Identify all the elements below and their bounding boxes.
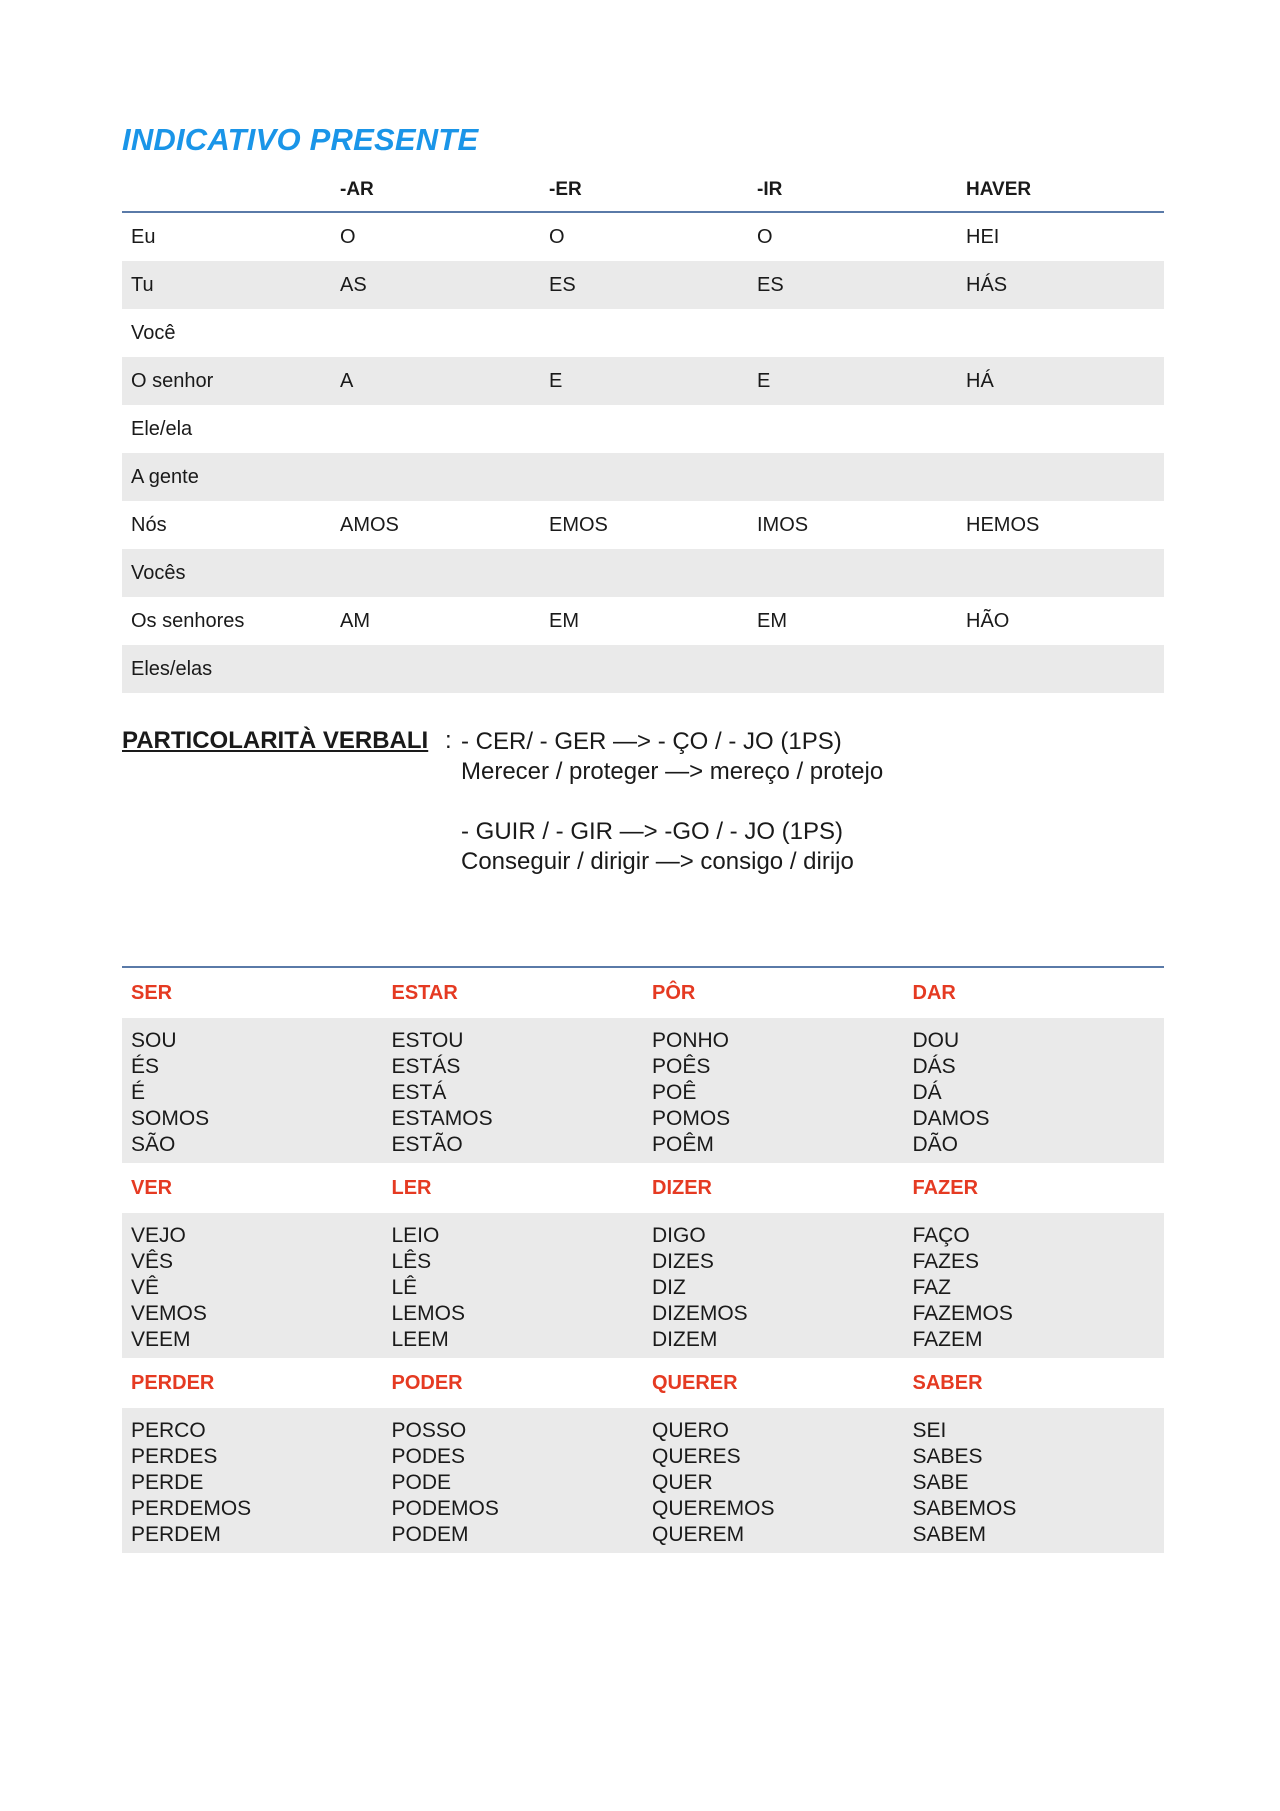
verb-forms-row (122, 1408, 1164, 1553)
conjugated-form: SÃO (131, 1133, 176, 1156)
conjugated-form: VÊS (131, 1250, 174, 1273)
table-row (122, 309, 1164, 357)
conjugated-form: FAÇO (912, 1224, 970, 1247)
conjugated-form: É (131, 1081, 146, 1104)
ending-cell: AMOS (340, 513, 399, 536)
conjugation-list (122, 1418, 383, 1546)
page-title: INDICATIVO PRESENTE (122, 122, 479, 157)
conjugated-form: VEJO (131, 1224, 186, 1247)
verb-name: PERDER (131, 1371, 215, 1394)
ending-cell: EM (757, 609, 787, 632)
verb-name: QUERER (652, 1371, 738, 1394)
verb-name: PODER (391, 1371, 463, 1394)
conjugated-form: ESTÁS (391, 1055, 461, 1078)
conjugated-form: PERDEM (131, 1523, 221, 1546)
conjugated-form: QUERES (652, 1445, 741, 1468)
conjugated-form: QUER (652, 1471, 713, 1494)
verb-name-row (122, 1163, 1164, 1213)
conjugated-form: PERDEMOS (131, 1497, 252, 1520)
conjugated-form: VÊ (131, 1276, 160, 1299)
conjugated-form: DÁ (912, 1081, 942, 1104)
ending-cell: AM (340, 609, 370, 632)
conjugated-form: DIZ (652, 1276, 686, 1299)
ending-cell: A (340, 369, 354, 392)
conjugated-form: PERDE (131, 1471, 204, 1494)
conjugated-form: DIZEMOS (652, 1302, 748, 1325)
conjugated-form: SABEM (912, 1523, 987, 1546)
ending-cell: EM (549, 609, 579, 632)
conjugation-list (904, 1028, 1165, 1156)
conjugated-form: DIZEM (652, 1328, 718, 1351)
conjugated-form: QUERO (652, 1419, 730, 1442)
conjugated-form: POÊS (652, 1055, 711, 1078)
conjugated-form: DIZES (652, 1250, 714, 1273)
conjugated-form: DÁS (912, 1055, 956, 1078)
conjugated-form: SEI (912, 1419, 947, 1442)
conjugated-form: LEEM (391, 1328, 449, 1351)
ending-cell: HEI (966, 225, 1000, 248)
ending-cell: O (340, 225, 356, 248)
particularities-colon: : (445, 727, 452, 754)
conjugated-form: ESTÃO (391, 1133, 463, 1156)
particularities-rules (461, 727, 883, 877)
rule-example: Conseguir / dirigir —> consigo / dirijo (461, 848, 854, 875)
verb-name: ESTAR (391, 981, 458, 1004)
pronoun-cell: Tu (131, 273, 154, 296)
table-header-row (122, 168, 1164, 213)
verb-name-row (122, 1358, 1164, 1408)
conjugated-form: ESTOU (391, 1029, 464, 1052)
conjugated-form: FAZES (912, 1250, 980, 1273)
conjugation-list (643, 1418, 904, 1546)
conjugated-form: SABES (912, 1445, 983, 1468)
header-cell-er: -ER (549, 178, 582, 200)
conjugated-form: DAMOS (912, 1107, 990, 1130)
conjugated-form: SOMOS (131, 1107, 210, 1130)
ending-cell: O (549, 225, 565, 248)
conjugated-form: SOU (131, 1029, 177, 1052)
conjugated-form: POSSO (391, 1419, 467, 1442)
ending-cell: ES (757, 273, 784, 296)
conjugated-form: PONHO (652, 1029, 730, 1052)
pronoun-cell: Eu (131, 225, 156, 248)
header-cell-ir: -IR (757, 178, 783, 200)
conjugated-form: ESTÁ (391, 1081, 447, 1104)
ending-cell: HEMOS (966, 513, 1040, 536)
table-row (122, 453, 1164, 501)
pronoun-cell: Ele/ela (131, 417, 193, 440)
table-row (122, 213, 1164, 261)
conjugated-form: SABE (912, 1471, 969, 1494)
conjugated-form: QUEREM (652, 1523, 745, 1546)
conjugated-form: FAZEMOS (912, 1302, 1013, 1325)
conjugation-list (383, 1418, 644, 1546)
table-row (122, 597, 1164, 645)
pronoun-cell: Nós (131, 513, 167, 536)
ending-cell: EMOS (549, 513, 608, 536)
verb-name: FAZER (912, 1176, 979, 1199)
conjugated-form: POÊ (652, 1081, 697, 1104)
particularities-label: PARTICOLARITÀ VERBALI (122, 727, 429, 754)
table-row (122, 645, 1164, 693)
conjugated-form: PODEM (391, 1523, 469, 1546)
conjugated-form: PERDES (131, 1445, 218, 1468)
conjugation-list (904, 1418, 1165, 1546)
table-body (122, 213, 1164, 693)
pronoun-cell: Você (131, 321, 176, 344)
verb-name-row (122, 968, 1164, 1018)
conjugated-form: LÊS (391, 1250, 432, 1273)
conjugation-list (643, 1028, 904, 1156)
verb-name: SER (131, 981, 173, 1004)
verb-name: PÔR (652, 981, 696, 1004)
conjugated-form: DIGO (652, 1224, 706, 1247)
pronoun-cell: Eles/elas (131, 657, 213, 680)
table-row (122, 405, 1164, 453)
table-row (122, 549, 1164, 597)
conjugated-form: POMOS (652, 1107, 731, 1130)
conjugated-form: PODE (391, 1471, 452, 1494)
ending-cell: E (757, 369, 771, 392)
verb-name: DAR (912, 981, 956, 1004)
rule-line: - GUIR / - GIR —> -GO / - JO (1PS) (461, 818, 844, 845)
conjugation-list (122, 1028, 383, 1156)
conjugated-form: VEMOS (131, 1302, 207, 1325)
conjugated-form: SABEMOS (912, 1497, 1017, 1520)
rule-example: Merecer / proteger —> mereço / protejo (461, 758, 884, 785)
conjugated-form: PODES (391, 1445, 466, 1468)
conjugated-form: DOU (912, 1029, 960, 1052)
ending-cell: E (549, 369, 563, 392)
indicative-table (122, 168, 1164, 693)
header-cell-haver: HAVER (966, 178, 1032, 200)
ending-cell: HÁ (966, 369, 994, 392)
verb-name: SABER (912, 1371, 983, 1394)
conjugation-list (643, 1223, 904, 1351)
conjugated-form: QUEREMOS (652, 1497, 775, 1520)
ending-cell: HÁS (966, 273, 1008, 296)
conjugated-form: FAZEM (912, 1328, 983, 1351)
pronoun-cell: Os senhores (131, 609, 245, 632)
pronoun-cell: A gente (131, 465, 199, 488)
ending-cell: O (757, 225, 773, 248)
conjugation-list (383, 1028, 644, 1156)
verb-forms-row (122, 1018, 1164, 1163)
conjugation-list (383, 1223, 644, 1351)
conjugated-form: ÉS (131, 1055, 160, 1078)
conjugated-form: ESTAMOS (391, 1107, 493, 1130)
conjugated-form: POÊM (652, 1133, 714, 1156)
rule-line: - CER/ - GER —> - ÇO / - JO (1PS) (461, 728, 842, 755)
ending-cell: AS (340, 273, 367, 296)
ending-cell: HÃO (966, 609, 1010, 632)
conjugation-list (122, 1223, 383, 1351)
verb-name: LER (391, 1176, 432, 1199)
verb-name: VER (131, 1176, 173, 1199)
ending-cell: ES (549, 273, 576, 296)
rule-spacer (461, 787, 883, 817)
conjugated-form: VEEM (131, 1328, 191, 1351)
conjugated-form: LEMOS (391, 1302, 466, 1325)
header-cell-ar: -AR (340, 178, 374, 200)
ending-cell: IMOS (757, 513, 809, 536)
verb-name: DIZER (652, 1176, 712, 1199)
conjugated-form: FAZ (912, 1276, 952, 1299)
pronoun-cell: Vocês (131, 561, 186, 584)
verb-forms-row (122, 1213, 1164, 1358)
conjugated-form: PERCO (131, 1419, 206, 1442)
pronoun-cell: O senhor (131, 369, 214, 392)
table-row (122, 501, 1164, 549)
conjugated-form: DÃO (912, 1133, 959, 1156)
irregular-verbs-table (122, 966, 1164, 1553)
table-row (122, 357, 1164, 405)
conjugation-list (904, 1223, 1165, 1351)
conjugated-form: PODEMOS (391, 1497, 499, 1520)
table-row (122, 261, 1164, 309)
conjugated-form: LEIO (391, 1224, 440, 1247)
conjugated-form: LÊ (391, 1276, 418, 1299)
